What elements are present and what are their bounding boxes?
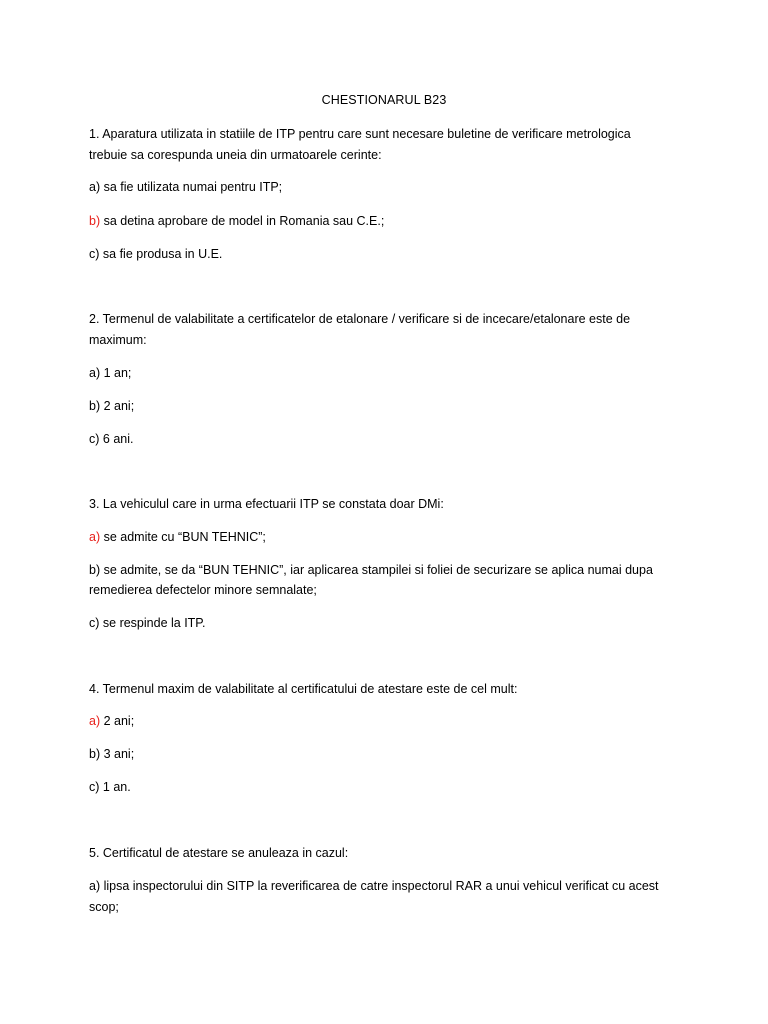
question-4-text-line-1: 4. Termenul maxim de valabilitate al certificatului de atestare este de cel mult: [89, 682, 518, 696]
question-3-option-b-line-2: remedierea defectelor minore semnalate; [89, 583, 317, 597]
option-text: lipsa inspectorului din SITP la reverificarea de catre inspectorul RAR a unui vehicul verificat cu acest [100, 879, 659, 893]
option-text: sa fie produsa in U.E. [99, 247, 223, 261]
question-5-option-a-line-1 [89, 876, 689, 897]
question-2-option-b [89, 396, 689, 417]
question-3-option-b-line-1 [89, 560, 689, 581]
question-4-option-a [89, 711, 689, 732]
option-letter: b) [89, 747, 101, 761]
option-text: 1 an. [99, 780, 131, 794]
option-letter: c) [89, 780, 100, 794]
option-text: sa fie utilizata numai pentru ITP; [100, 180, 283, 194]
option-text: 2 ani; [100, 714, 135, 728]
question-2-text-line-1: 2. Termenul de valabilitate a certificatelor de etalonare / verificare si de incecare/etalonare este de [89, 312, 631, 326]
question-2-option-c [89, 429, 689, 450]
option-text: se admite, se da “BUN TEHNIC”, iar aplicarea stampilei si foliei de securizare se aplica numai dupa [100, 563, 653, 577]
option-text: 1 an; [100, 366, 132, 380]
question-4-option-b [89, 744, 689, 765]
question-2-text-line-2: maximum: [89, 333, 147, 347]
question-3-option-c [89, 613, 689, 634]
option-text: se admite cu “BUN TEHNIC”; [100, 530, 266, 544]
option-letter: a) [89, 879, 101, 893]
option-letter: c) [89, 432, 100, 446]
option-letter: b) [89, 563, 101, 577]
correct-answer-marker: a) [89, 530, 101, 544]
option-letter: c) [89, 247, 100, 261]
correct-answer-marker: a) [89, 714, 101, 728]
question-1-text-line-2: trebuie sa corespunda uneia din urmatoarele cerinte: [89, 148, 382, 162]
question-1-option-a [89, 177, 689, 198]
option-letter: b) [89, 399, 101, 413]
question-2-option-a [89, 363, 689, 384]
question-4-option-c [89, 777, 689, 798]
option-text: sa detina aprobare de model in Romania sau C.E.; [100, 214, 385, 228]
option-letter: c) [89, 616, 100, 630]
option-letter: a) [89, 366, 101, 380]
question-5-text-line-1: 5. Certificatul de atestare se anuleaza in cazul: [89, 846, 349, 860]
correct-answer-marker: b) [89, 214, 101, 228]
option-text: se respinde la ITP. [99, 616, 206, 630]
question-1-option-b [89, 211, 689, 232]
question-3-text-line-1: 3. La vehiculul care in urma efectuarii ITP se constata doar DMi: [89, 497, 444, 511]
option-text: 2 ani; [100, 399, 135, 413]
option-letter: a) [89, 180, 101, 194]
question-5-option-a-line-2: scop; [89, 900, 119, 914]
question-1-option-c [89, 244, 689, 265]
question-1-text-line-1: 1. Aparatura utilizata in statiile de ITP pentru care sunt necesare buletine de verificare metrologica [89, 127, 631, 141]
option-text: 6 ani. [99, 432, 134, 446]
question-3-option-a [89, 527, 689, 548]
document-title: CHESTIONARUL B23 [321, 93, 447, 107]
option-text: 3 ani; [100, 747, 135, 761]
